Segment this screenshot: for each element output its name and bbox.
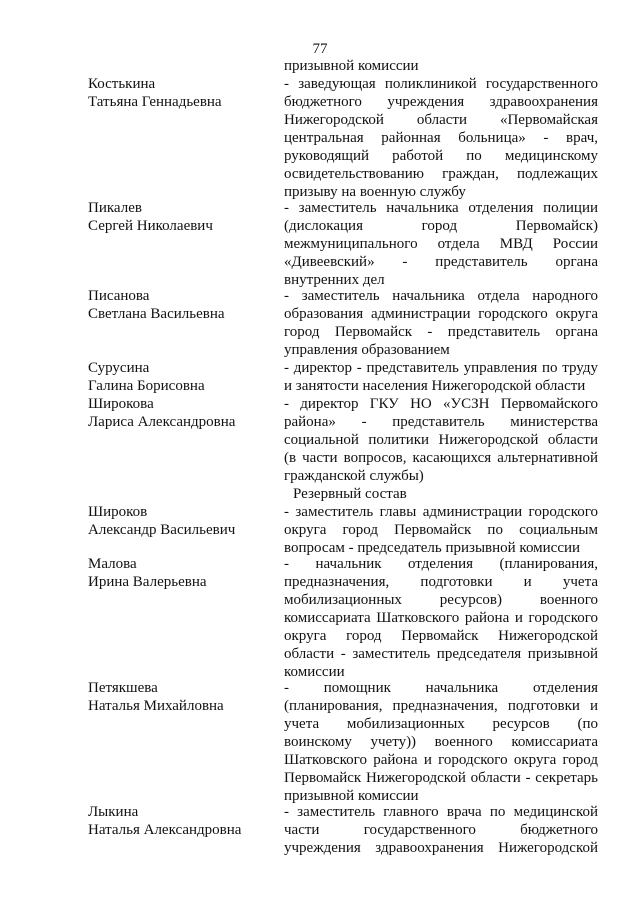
member-role-line: района» - представитель министерства: [284, 414, 598, 430]
member-role-line: Шатковского района и городского округа город: [284, 752, 598, 768]
member-role-line: воинскому учету)) военного комиссариата: [284, 734, 598, 750]
member-role-line: центральная районная больница» - врач,: [284, 130, 598, 146]
member-role-line: гражданской службы): [284, 468, 424, 484]
section-heading: Резервный состав: [293, 486, 407, 502]
member-role-line: призывной комиссии: [284, 788, 419, 804]
member-role-line: социальной политики Нижегородской области: [284, 432, 598, 448]
member-role-line: комиссариата Шатковского района и городского: [284, 610, 598, 626]
member-role-line: Первомайск Нижегородской области - секретарь: [284, 770, 598, 786]
member-role-line: внутренних дел: [284, 272, 385, 288]
member-role-line: - директор ГКУ НО «УСЗН Первомайского: [284, 396, 598, 412]
member-role-line: - заместитель главы администрации городского: [284, 504, 598, 520]
member-role-line: (дислокация город Первомайск): [284, 218, 598, 234]
member-role-line: области - заместитель председателя призывной: [284, 646, 598, 662]
member-given-names: Наталья Михайловна: [88, 698, 224, 714]
member-surname: Костькина: [88, 76, 156, 92]
member-role-line: - заместитель начальника отдела народного: [284, 288, 598, 304]
member-role-line: - помощник начальника отделения: [284, 680, 598, 696]
member-role-line: предназначения, подготовки и учета: [284, 574, 598, 590]
member-role-line: округа город Первомайск Нижегородской: [284, 628, 598, 644]
member-role-line: - заведующая поликлиникой государственного: [284, 76, 598, 92]
member-role-line: освидетельствованию граждан, подлежащих: [284, 166, 598, 182]
member-surname: Сурусина: [88, 360, 150, 376]
member-role-line: мобилизационных ресурсов) военного: [284, 592, 598, 608]
member-role-line: - начальник отделения (планирования,: [284, 556, 598, 572]
member-role-line: - заместитель начальника отделения полиции: [284, 200, 598, 216]
member-surname: Петякшева: [88, 680, 158, 696]
member-surname: Широков: [88, 504, 148, 520]
member-role-line: части государственного бюджетного: [284, 822, 598, 838]
member-role-line: (планирования, предназначения, подготовки и: [284, 698, 598, 714]
member-surname: Пикалев: [88, 200, 142, 216]
member-surname: Малова: [88, 556, 137, 572]
member-role-line: вопросам - председатель призывной комиссии: [284, 540, 581, 556]
member-role-line: Нижегородской области «Первомайская: [284, 112, 598, 128]
member-given-names: Александр Васильевич: [88, 522, 236, 538]
member-role-line: призыву на военную службу: [284, 184, 466, 200]
member-role-line: учета мобилизационных ресурсов (по: [284, 716, 598, 732]
member-role-line: межмуниципального отдела МВД России: [284, 236, 598, 252]
member-role-line: учреждения здравоохранения Нижегородской: [284, 840, 598, 856]
member-role-line: комиссии: [284, 664, 345, 680]
member-given-names: Галина Борисовна: [88, 378, 205, 394]
member-role-line: (в части вопросов, касающихся альтернативной: [284, 450, 598, 466]
member-role-line: город Первомайск - представитель органа: [284, 324, 598, 340]
member-given-names: Ирина Валерьевна: [88, 574, 207, 590]
member-role-line: «Дивеевский» - представитель органа: [284, 254, 598, 270]
member-role-line: округа город Первомайск по социальным: [284, 522, 598, 538]
member-surname: Писанова: [88, 288, 150, 304]
member-role-line: бюджетного учреждения здравоохранения: [284, 94, 598, 110]
member-role-line: образования администрации городского округа: [284, 306, 598, 322]
member-surname: Широкова: [88, 396, 154, 412]
member-given-names: Наталья Александровна: [88, 822, 242, 838]
member-role-line: - заместитель главного врача по медицинской: [284, 804, 598, 820]
member-given-names: Сергей Николаевич: [88, 218, 213, 234]
member-given-names: Лариса Александровна: [88, 414, 236, 430]
carry-over-text: призывной комиссии: [284, 58, 419, 74]
member-given-names: Татьяна Геннадьевна: [88, 94, 222, 110]
member-role-line: управления образованием: [284, 342, 450, 358]
member-role-line: руководящий работой по медицинскому: [284, 148, 598, 164]
page-number: 77: [312, 41, 328, 57]
member-role-line: - директор - представитель управления по труду: [284, 360, 598, 376]
member-given-names: Светлана Васильевна: [88, 306, 225, 322]
member-role-line: и занятости населения Нижегородской области: [284, 378, 586, 394]
member-surname: Лыкина: [88, 804, 139, 820]
